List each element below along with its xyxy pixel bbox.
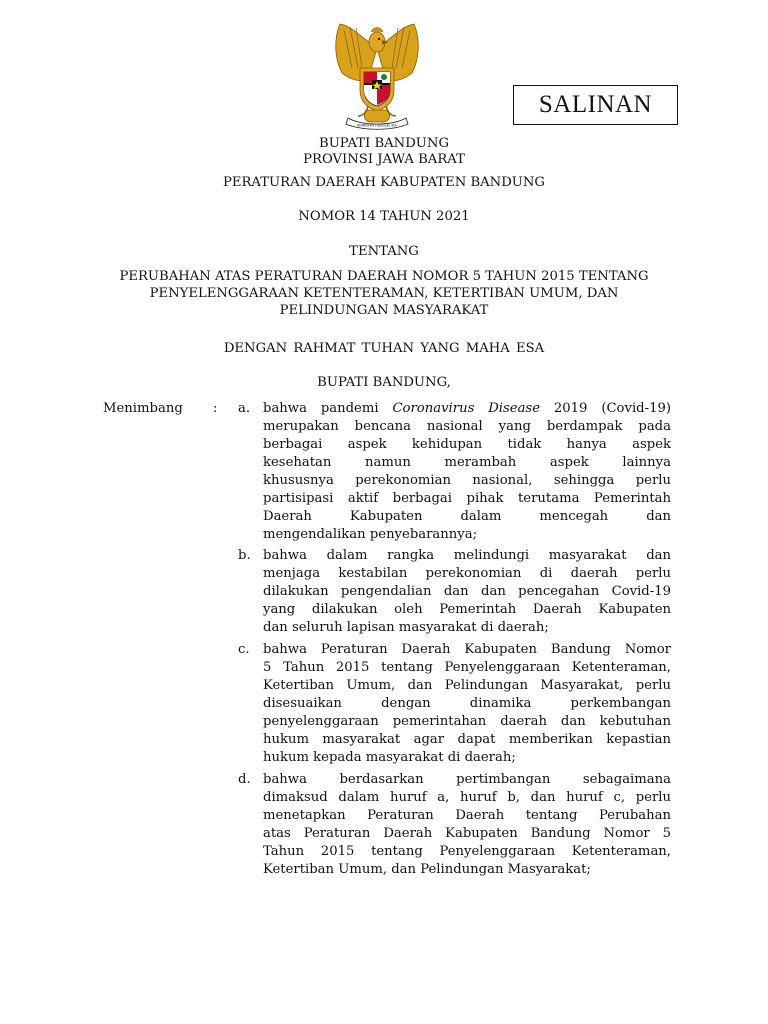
point-c-letter: c. (238, 642, 250, 657)
text-line: atas Peraturan Daerah Kabupaten Bandung Nomor 5 (263, 826, 671, 841)
text-line: partisipasi aktif berbagai pihak terutama Pemerintah (263, 491, 671, 506)
text-line: Tahun 2015 tentang Penyelenggaraan Ketenteraman, (263, 844, 671, 859)
text-line: berbagai aspek kehidupan tidak hanya aspek (263, 437, 671, 452)
text-line: disesuaikan dengan dinamika perkembangan (263, 696, 671, 711)
menimbang-colon: : (213, 401, 218, 416)
text-line: hukum masyarakat agar dapat memberikan kepastian (263, 732, 671, 747)
regulation-number: NOMOR 14 TAHUN 2021 (298, 209, 470, 224)
latin-term: Coronavirus Disease (392, 401, 541, 416)
issuer-title: BUPATI BANDUNG (319, 136, 449, 151)
point-a-text (263, 400, 671, 544)
text-line: bahwa berdasarkan pertimbangan sebagaimana (263, 772, 671, 787)
text-line: 5 Tahun 2015 tentang Penyelenggaraan Ketenteraman, (263, 660, 671, 675)
preamble-rahmat: DENGAN RAHMAT TUHAN YANG MAHA ESA (223, 341, 545, 356)
text-line: mengendalikan penyebarannya; (263, 527, 478, 542)
province-title: PROVINSI JAWA BARAT (303, 152, 465, 167)
regulation-title-line-3: PELINDUNGAN MASYARAKAT (279, 303, 489, 318)
point-b-letter: b. (238, 548, 251, 563)
emblem-motto: BHINNEKA TUNGGAL IKA (357, 123, 397, 128)
text-line: merupakan bencana nasional yang berdampak pada (263, 419, 671, 434)
text-line: dan seluruh lapisan masyarakat di daerah; (263, 620, 549, 635)
issuer-salutation: BUPATI BANDUNG, (317, 375, 451, 390)
text-line: Ketertiban Umum, dan Pelindungan Masyarakat, perlu (263, 678, 671, 693)
text-line: kesehatan namun merambah aspek lainnya (263, 455, 671, 470)
text-line: Ketertiban Umum, dan Pelindungan Masyarakat; (263, 862, 591, 877)
menimbang-label: Menimbang (103, 401, 183, 416)
point-c-text (263, 641, 671, 767)
regulation-type: PERATURAN DAERAH KABUPATEN BANDUNG (223, 175, 545, 190)
text-line: menetapkan Peraturan Daerah tentang Perubahan (263, 808, 671, 823)
salinan-box: SALINAN (513, 85, 678, 125)
text-line: menjaga kestabilan perekonomian di daerah perlu (263, 566, 671, 581)
text-line: Daerah Kabupaten dalam mencegah dan (263, 509, 671, 524)
text-line: bahwa dalam rangka melindungi masyarakat dan (263, 548, 671, 563)
regulation-title-line-2: PENYELENGGARAAN KETENTERAMAN, KETERTIBAN UMUM, DAN (149, 286, 619, 301)
text-line: bahwa pandemi Coronavirus Disease 2019 (Covid-19) (263, 401, 671, 416)
point-d-text (263, 771, 671, 879)
point-d-letter: d. (238, 772, 251, 787)
text-line: yang dilakukan oleh Pemerintah Daerah Kabupaten (263, 602, 671, 617)
tentang-label: TENTANG (349, 244, 419, 259)
text-line: dimaksud dalam huruf a, huruf b, dan huruf c, perlu (263, 790, 671, 805)
text-line: khususnya perekonomian nasional, sehingga perlu (263, 473, 671, 488)
text-line: bahwa Peraturan Daerah Kabupaten Bandung Nomor (263, 642, 671, 657)
point-b-text (263, 547, 671, 637)
point-a-letter: a. (238, 401, 251, 416)
regulation-title-line-1: PERUBAHAN ATAS PERATURAN DAERAH NOMOR 5 TAHUN 2015 TENTANG (119, 269, 649, 284)
text-line: hukum kepada masyarakat di daerah; (263, 750, 516, 765)
text-line: penyelenggaraan pemerintahan daerah dan kebutuhan (263, 714, 671, 729)
garuda-pancasila-emblem (322, 18, 432, 133)
text-line: dilakukan pengendalian dan dan pencegahan Covid-19 (263, 584, 671, 599)
